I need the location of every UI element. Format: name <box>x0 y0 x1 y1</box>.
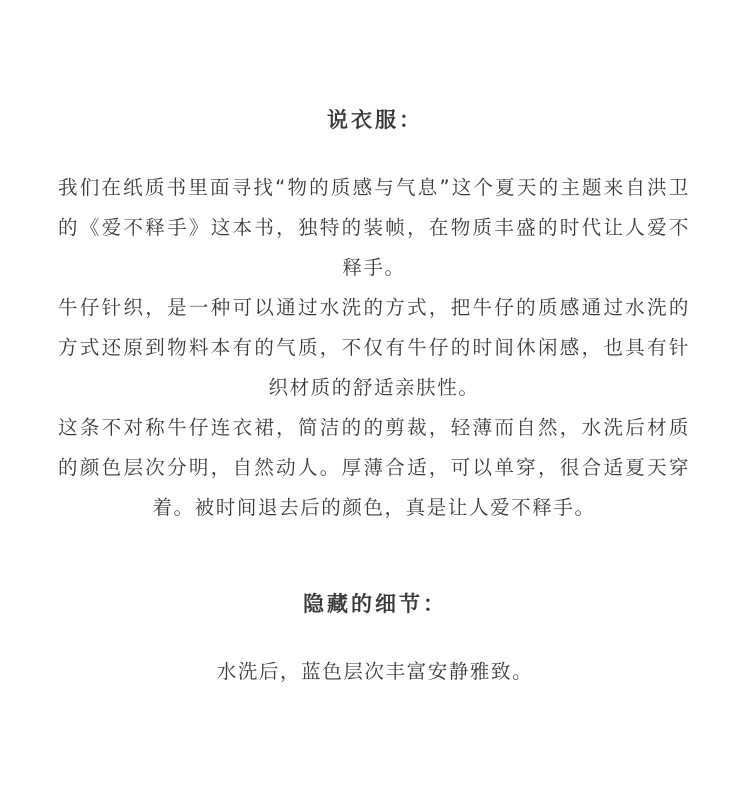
paragraph-book-inspiration: 我们在纸质书里面寻找“物的质感与气息”这个夏天的主题来自洪卫的《爱不释手》这本书，独特的装帧，在物质丰盛的时代让人爱不释手。 <box>58 176 690 279</box>
hidden-details-text: 水洗后，蓝色层次丰富安静雅致。 <box>216 660 534 683</box>
paragraph-dress-details: 这条不对称牛仔连衣裙，简洁的的剪裁，轻薄而自然，水洗后材质的颜色层次分明，自然动人。厚薄合适，可以单穿，很合适夏天穿着。被时间退去后的颜色，真是让人爱不释手。 <box>58 416 690 519</box>
section-heading-clothing: 说衣服： <box>327 108 423 132</box>
description-block <box>58 168 690 528</box>
section-heading-hidden-details: 隐藏的细节： <box>303 592 447 616</box>
paragraph-denim-knit: 牛仔针织，是一种可以通过水洗的方式，把牛仔的质感通过水洗的方式还原到物料本有的气质，不仅有牛仔的时间休闲感，也具有针织材质的舒适亲肤性。 <box>58 296 690 399</box>
